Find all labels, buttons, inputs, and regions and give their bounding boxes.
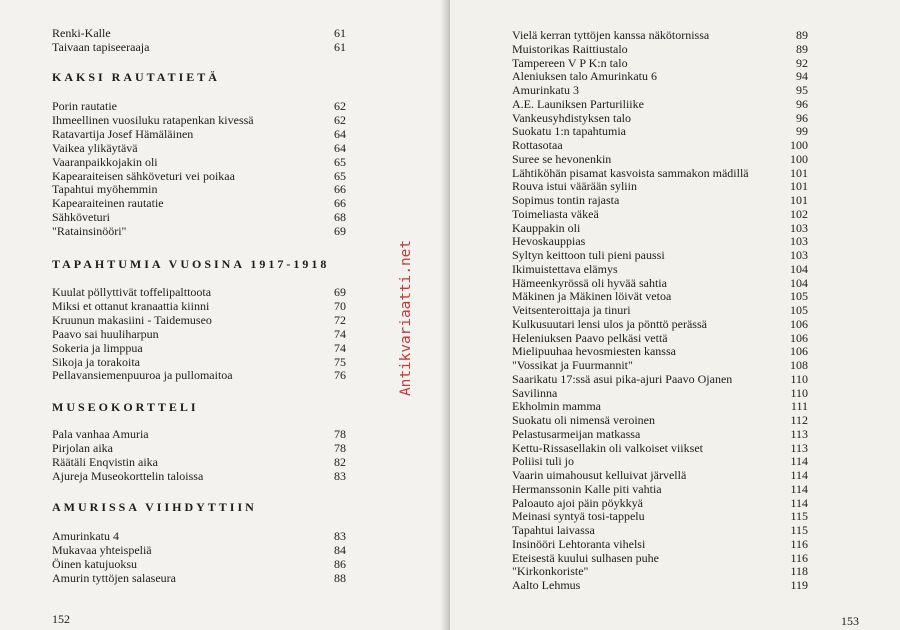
toc-entry-page: 104 bbox=[790, 275, 808, 290]
toc-entry-page: 65 bbox=[334, 168, 346, 183]
toc-entry-page: 95 bbox=[796, 83, 808, 97]
toc-entry-page: 106 bbox=[790, 330, 808, 345]
toc-entry-page: 74 bbox=[334, 340, 346, 355]
toc-entry-page: 61 bbox=[334, 40, 346, 54]
toc-entry-title: Tampereen V P K:n talo bbox=[512, 55, 628, 70]
toc-entry-page: 110 bbox=[790, 385, 808, 400]
toc-entry-page: 62 bbox=[334, 99, 346, 113]
toc-entry-title: Renki-Kalle bbox=[52, 26, 111, 40]
toc-entry-page: 114 bbox=[790, 495, 808, 510]
toc-entry-page: 89 bbox=[796, 41, 808, 56]
toc-entry-page: 84 bbox=[334, 542, 346, 557]
toc-entry-title: A.E. Launiksen Parturiliike bbox=[512, 96, 644, 111]
toc-entry-title: Heleniuksen Paavo pelkäsi vettä bbox=[512, 330, 668, 345]
toc-entry-page: 108 bbox=[790, 358, 808, 372]
toc-entry-page: 76 bbox=[334, 368, 346, 383]
toc-entry-page: 96 bbox=[796, 110, 808, 125]
toc-entry-title: Kettu-Rissasellakin oli valkoiset viikset bbox=[512, 440, 703, 455]
toc-entry-page: 64 bbox=[334, 126, 346, 141]
toc-entry-page: 104 bbox=[790, 261, 808, 276]
toc-entry-page: 118 bbox=[790, 564, 808, 579]
toc-entry-title: Hevoskauppias bbox=[512, 234, 586, 249]
toc-entry-page: 102 bbox=[790, 206, 808, 221]
section-heading: TAPAHTUMIA VUOSINA 1917-1918 bbox=[52, 257, 330, 271]
toc-entry-page: 100 bbox=[790, 151, 808, 166]
toc-entry-page: 61 bbox=[334, 26, 346, 40]
toc-entry-title: Paavo sai huuliharpun bbox=[52, 326, 159, 341]
toc-entry-title: Aleniuksen talo Amurinkatu 6 bbox=[512, 69, 657, 84]
toc-entry-page: 111 bbox=[790, 399, 808, 414]
toc-entry-title: Meinasi syntyä tosi-tappelu bbox=[512, 509, 645, 524]
toc-entry-page: 69 bbox=[334, 285, 346, 299]
toc-entry-page: 89 bbox=[796, 28, 808, 42]
toc-entry-title: "Kirkonkoriste" bbox=[512, 564, 589, 579]
section-heading: MUSEOKORTTELI bbox=[52, 400, 199, 414]
toc-entry-page: 119 bbox=[790, 578, 808, 592]
toc-entry-title: Syltyn keittoon tuli pieni paussi bbox=[512, 248, 665, 262]
right-page bbox=[450, 0, 900, 630]
watermark-text: Antikvariaatti.net bbox=[398, 244, 414, 396]
toc-entry-title: Suree se hevonenkin bbox=[512, 151, 612, 166]
toc-entry-page: 114 bbox=[790, 481, 808, 496]
toc-entry-title: Amurinkatu 3 bbox=[512, 83, 579, 97]
toc-entry-title: Savilinna bbox=[512, 385, 558, 400]
left-page-number: 152 bbox=[52, 612, 70, 626]
toc-entry-title: Veitsenteroittaja ja tinuri bbox=[512, 303, 631, 317]
toc-entry-title: Toimeliasta väkeä bbox=[512, 206, 599, 221]
toc-entry-title: Pala vanhaa Amuria bbox=[52, 427, 149, 441]
toc-entry-title: Kapearaiteisen sähköveturi vei poikaa bbox=[52, 168, 235, 183]
toc-entry-page: 64 bbox=[334, 140, 346, 155]
toc-entry-page: 105 bbox=[790, 289, 808, 304]
right-page-number: 153 bbox=[841, 614, 859, 628]
toc-entry-title: Taivaan tapiseeraaja bbox=[52, 40, 150, 54]
toc-entry-page: 78 bbox=[334, 440, 346, 455]
toc-entry-page: 69 bbox=[334, 224, 346, 239]
toc-entry-title: Suokatu 1:n tapahtumia bbox=[512, 124, 626, 139]
toc-entry-title: Kapearaiteinen rautatie bbox=[52, 196, 164, 211]
toc-entry-page: 106 bbox=[790, 316, 808, 331]
toc-entry-page: 70 bbox=[334, 298, 346, 313]
section-heading: AMURISSA VIIHDYTTIIN bbox=[52, 500, 257, 514]
toc-entry-title: Aalto Lehmus bbox=[512, 578, 581, 592]
toc-entry-title: Vaikea ylikäytävä bbox=[52, 140, 138, 155]
toc-entry-page: 100 bbox=[790, 138, 808, 152]
toc-entry-title: Ikimuistettava elämys bbox=[512, 261, 618, 276]
toc-entry-page: 83 bbox=[334, 468, 346, 483]
toc-entry-page: 103 bbox=[790, 248, 808, 262]
toc-entry-title: Lähtiköhän pisamat kasvoista sammakon mädillä bbox=[512, 165, 749, 180]
toc-entry-title: Mäkinen ja Mäkinen löivät vetoa bbox=[512, 289, 672, 304]
toc-entry-page: 105 bbox=[790, 303, 808, 317]
toc-entry-page: 113 bbox=[790, 426, 808, 441]
toc-entry-title: Pellavansiemenpuuroa ja pullomaitoa bbox=[52, 368, 233, 383]
toc-entry-title: Rouva istui väärään syliin bbox=[512, 179, 637, 194]
toc-entry-page: 101 bbox=[790, 165, 808, 180]
toc-entry-page: 103 bbox=[790, 220, 808, 235]
toc-entry-page: 92 bbox=[796, 55, 808, 70]
toc-entry-title: Kruunun makasiini - Taidemuseo bbox=[52, 312, 212, 327]
toc-entry-title: Suokatu oli nimensä veroinen bbox=[512, 413, 655, 427]
toc-entry-page: 114 bbox=[790, 454, 808, 469]
toc-entry-page: 115 bbox=[790, 523, 808, 537]
toc-entry-page: 66 bbox=[334, 196, 346, 211]
toc-entry-page: 101 bbox=[790, 179, 808, 194]
toc-entry-page: 66 bbox=[334, 182, 346, 197]
toc-entry-title: Öinen katujuoksu bbox=[52, 556, 137, 571]
toc-entry-title: Eteisestä kuului sulhasen puhe bbox=[512, 550, 659, 565]
toc-entry-page: 65 bbox=[334, 154, 346, 169]
toc-entry-title: Saarikatu 17:ssä asui pika-ajuri Paavo Ojanen bbox=[512, 371, 733, 386]
toc-entry-title: Kuulat pöllyttivät toffelipalttoota bbox=[52, 285, 212, 299]
toc-entry-title: "Vossikat ja Fuurmannit" bbox=[512, 358, 633, 372]
toc-entry-page: 106 bbox=[790, 344, 808, 359]
toc-entry-page: 114 bbox=[790, 468, 808, 482]
toc-entry-title: Kauppakin oli bbox=[512, 220, 581, 235]
toc-entry-title: Paloauto ajoi päin pöykkyä bbox=[512, 495, 643, 510]
toc-entry-title: Vaaranpaikkojakin oli bbox=[52, 154, 158, 169]
toc-entry-title: Muistorikas Raittiustalo bbox=[512, 41, 628, 56]
toc-entry-page: 110 bbox=[790, 371, 808, 386]
toc-entry-title: Pirjolan aika bbox=[52, 440, 113, 455]
toc-entry-title: Sikoja ja torakoita bbox=[52, 354, 140, 369]
toc-entry-page: 68 bbox=[334, 210, 346, 225]
toc-entry-title: Vankeusyhdistyksen talo bbox=[512, 110, 631, 125]
toc-entry-title: Tapahtui myöhemmin bbox=[52, 182, 158, 197]
toc-entry-title: Amurinkatu 4 bbox=[52, 529, 119, 543]
toc-entry-title: Vaarin uimahousut kelluivat järvellä bbox=[512, 468, 687, 482]
toc-entry-title: Porin rautatie bbox=[52, 99, 117, 113]
toc-entry-title: Miksi et ottanut kranaattia kiinni bbox=[52, 298, 210, 313]
toc-entry-title: Sähköveturi bbox=[52, 210, 110, 225]
toc-entry-title: Räätäli Enqvistin aika bbox=[52, 454, 158, 469]
toc-entry-title: Insinööri Lehtoranta vihelsi bbox=[512, 536, 646, 551]
toc-entry-page: 116 bbox=[790, 550, 808, 565]
toc-entry-page: 99 bbox=[796, 124, 808, 139]
toc-entry-page: 74 bbox=[334, 326, 346, 341]
toc-entry-page: 72 bbox=[334, 312, 346, 327]
toc-entry-title: Hermanssonin Kalle piti vahtia bbox=[512, 481, 662, 496]
toc-entry-page: 83 bbox=[334, 529, 346, 543]
toc-entry-page: 115 bbox=[790, 509, 808, 524]
toc-entry-title: "Ratainsinööri" bbox=[52, 224, 127, 239]
toc-entry-page: 86 bbox=[334, 556, 346, 571]
toc-entry-page: 103 bbox=[790, 234, 808, 249]
toc-entry-title: Amurin tyttöjen salaseura bbox=[52, 570, 176, 585]
toc-entry-title: Rottasotaa bbox=[512, 138, 563, 152]
toc-entry-title: Kulkusuutari lensi ulos ja pönttö perässä bbox=[512, 316, 707, 331]
toc-entry-title: Tapahtui laivassa bbox=[512, 523, 595, 537]
toc-entry-title: Ratavartija Josef Hämäläinen bbox=[52, 126, 194, 141]
section-heading: KAKSI RAUTATIETÄ bbox=[52, 70, 220, 84]
toc-entry-page: 94 bbox=[796, 69, 808, 84]
toc-entry-title: Mukavaa yhteispeliä bbox=[52, 542, 152, 557]
toc-entry-page: 78 bbox=[334, 427, 346, 441]
toc-entry-page: 112 bbox=[790, 413, 808, 427]
toc-entry-title: Ekholmin mamma bbox=[512, 399, 601, 414]
toc-entry-page: 101 bbox=[790, 193, 808, 207]
watermark bbox=[396, 238, 416, 398]
toc-entry-title: Poliisi tuli jo bbox=[512, 454, 575, 469]
toc-entry-title: Mielipuuhaa hevosmiesten kanssa bbox=[512, 344, 676, 359]
toc-entry-title: Hämeenkyrössä oli hyvää sahtia bbox=[512, 275, 667, 290]
toc-entry-title: Ajureja Museokorttelin taloissa bbox=[52, 468, 204, 483]
toc-entry-page: 116 bbox=[790, 536, 808, 551]
toc-entry-page: 113 bbox=[790, 440, 808, 455]
toc-entry-page: 88 bbox=[334, 570, 346, 585]
toc-entry-title: Ihmeellinen vuosiluku ratapenkan kivessä bbox=[52, 112, 254, 127]
toc-entry-page: 82 bbox=[334, 454, 346, 469]
toc-entry-title: Vielä kerran tyttöjen kanssa näkötornissa bbox=[512, 28, 710, 42]
toc-entry-page: 96 bbox=[796, 96, 808, 111]
toc-entry-page: 62 bbox=[334, 112, 346, 127]
left-page bbox=[0, 0, 447, 630]
toc-entry-page: 75 bbox=[334, 354, 346, 369]
toc-entry-title: Sokeria ja limppua bbox=[52, 340, 143, 355]
toc-entry-title: Sopimus tontin rajasta bbox=[512, 193, 620, 207]
toc-entry-title: Pelastusarmeijan matkassa bbox=[512, 426, 641, 441]
